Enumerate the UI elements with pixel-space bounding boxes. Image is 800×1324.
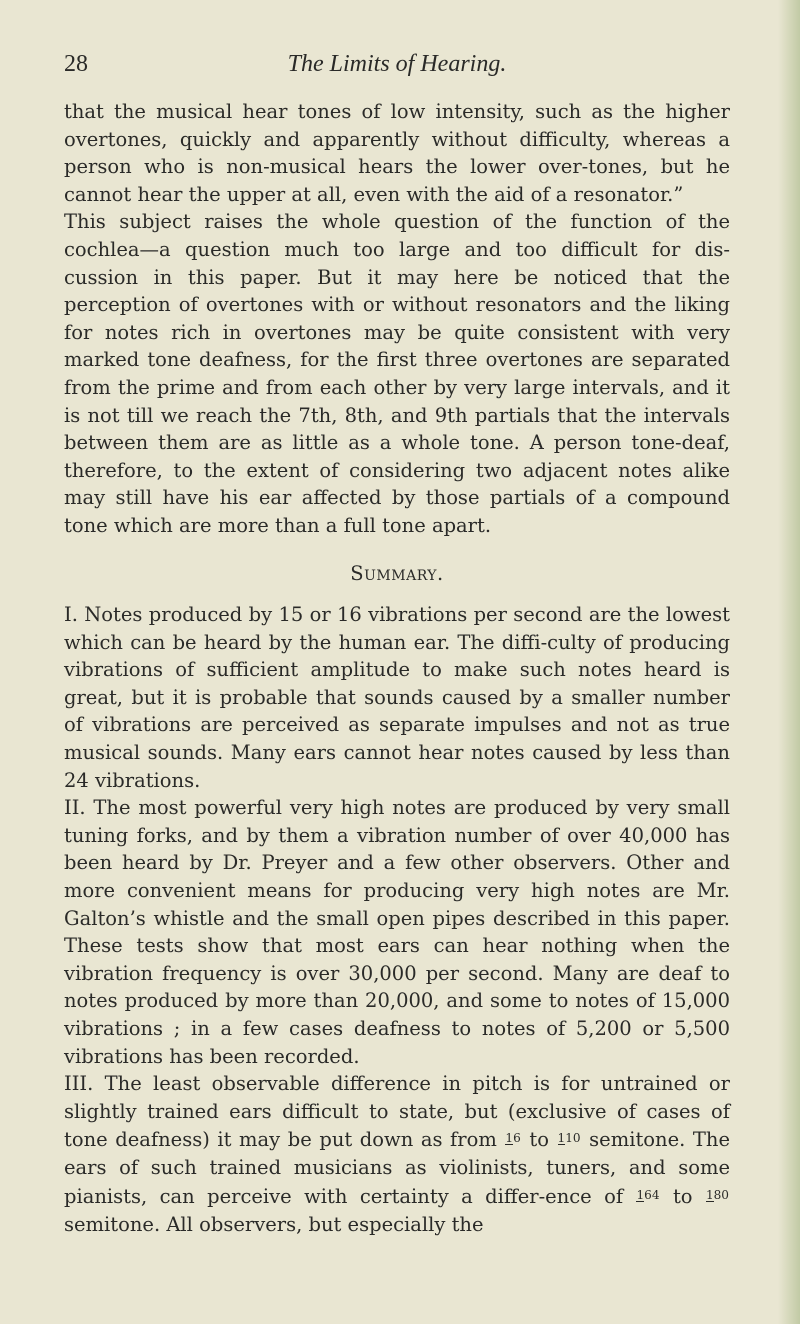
section-heading: Summary.	[350, 561, 444, 585]
paragraph: that the musical hear tones of low intensity, such as the higher overtones, quickly and apparently without difficulty, whereas a person who is non-musical hears the lower over-tones, but he cannot hear the upper at all, even with the aid of a resonator.”	[64, 100, 730, 206]
summary-item-text: semitone. All observers, but especially the	[64, 1212, 484, 1236]
summary-item-text: III. The least observable difference in pitch is for untrained or slightly trained ears difficult to state, but (exclusive of cases of tone deafness) it may be put down as from	[64, 1072, 730, 1152]
summary-item-text: to	[672, 1185, 693, 1208]
running-title: The Limits of Hearing.	[287, 51, 507, 77]
body-text	[64, 98, 730, 1238]
summary-item	[64, 1070, 730, 1238]
paragraph: This subject raises the whole question of the function of the cochlea—a question much too large and too difficult for dis-cussion in this paper. But it may here be noticed that the perception of overtones with or without resonators and the liking for notes rich in overtones may be quite consistent with very marked tone deafness, for the first three overtones are separated from the prime and from each other by very large intervals, and it is not till we reach the 7th, 8th, and 9th partials that the intervals between them are as little as a whole tone. A person tone-deaf, therefore, to the extent of considering two adjacent notes alike may still have his ear affected by those partials of a compound tone which are more than a full tone apart.	[64, 210, 730, 537]
page-number: 28	[64, 51, 88, 77]
summary-item-text: to	[529, 1128, 549, 1152]
page-edge-shadow	[778, 0, 800, 1324]
fraction: 16	[505, 1131, 521, 1146]
summary-item: I. Notes produced by 15 or 16 vibrations per second are the lowest which can be heard by the human ear. The diffi-culty of producing vibrations of sufficient amplitude to make such notes heard is great, but it is probable that sounds caused by a smaller number of vibrations are perceived as separate impulses and not as true musical sounds. Many ears cannot hear notes caused by less than 24 vibrations.	[64, 603, 730, 792]
summary-item: II. The most powerful very high notes are produced by very small tuning forks, and by them a vibration number of over 40,000 has been heard by Dr. Preyer and a few other observers. Other and more convenient means for producing very high notes are Mr. Galton’s whistle and the small open pipes described in this paper. These tests show that most ears can hear nothing when the vibration frequency is over 30,000 per second. Many are deaf to notes produced by more than 20,000, and some to notes of 15,000 vibrations ; in a few cases deafness to notes of 5,200 or 5,500 vibrations has been recorded.	[64, 796, 730, 1068]
fraction: 180	[705, 1187, 729, 1202]
page-header	[64, 44, 730, 84]
book-page	[64, 44, 730, 1238]
summary-item-text: semitone. The ears of such trained musicians as violinists, tuners, and some pianists, can perceive with certainty a differ-ence of	[64, 1128, 730, 1208]
fraction: 110	[557, 1131, 581, 1146]
fraction: 164	[636, 1187, 660, 1202]
